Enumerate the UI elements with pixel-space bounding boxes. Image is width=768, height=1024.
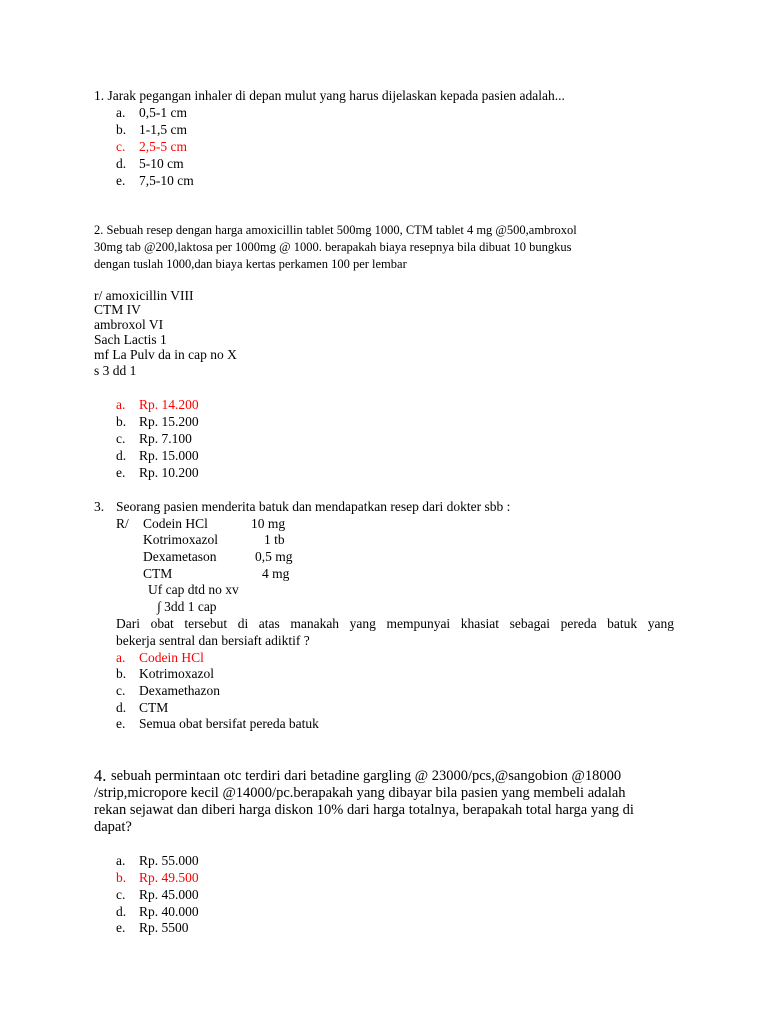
- question-3-prompt-line-1: Dari obat tersebut di atas manakah yang mempunyai khasiat sebagai pereda batuk yang: [116, 616, 674, 631]
- question-4-line-2: /strip,micropore kecil @14000/pc.berapakah yang dibayar bila pasien yang membeli adalah: [94, 785, 626, 801]
- question-2-recipe-line-5: mf La Pulv da in cap no X: [94, 347, 237, 362]
- question-2-recipe-line-2: CTM IV: [94, 302, 141, 317]
- question-4-line-1: sebuah permintaan otc terdiri dari betadine gargling @ 23000/pcs,@sangobion @18000: [111, 768, 622, 784]
- question-3-dose-3: 0,5 mg: [255, 549, 293, 564]
- question-4-line-4: dapat?: [94, 819, 132, 835]
- question-4-line-3: rekan sejawat dan diberi harga diskon 10% dari harga totalnya, berapakah total harga yang di: [94, 802, 634, 818]
- question-3-dose-4: 4 mg: [262, 566, 290, 581]
- question-3-number: 3.: [94, 499, 105, 514]
- question-3-dose-1: 10 mg: [251, 516, 286, 531]
- question-3-instruction-2: ∫ 3dd 1 cap: [157, 599, 217, 614]
- question-2-recipe-line-4: Sach Lactis 1: [94, 332, 167, 347]
- question-2-recipe-line-1: r/ amoxicillin VIII: [94, 288, 194, 303]
- question-3-instruction-1: Uf cap dtd no xv: [148, 582, 239, 597]
- question-3-drug-3: Dexametason: [143, 549, 217, 564]
- question-3-recipe-prefix: R/: [116, 516, 129, 531]
- question-2-line-2: 30mg tab @200,laktosa per 1000mg @ 1000. berapakah biaya resepnya bila dibuat 10 bungkus: [94, 240, 572, 254]
- question-3-text: Seorang pasien menderita batuk dan mendapatkan resep dari dokter sbb :: [116, 499, 511, 514]
- question-3-prompt-line-2: bekerja sentral dan bersiaft adiktif ?: [116, 633, 310, 648]
- question-2-line-1: 2. Sebuah resep dengan harga amoxicillin tablet 500mg 1000, CTM tablet 4 mg @500,ambroxol: [94, 223, 577, 237]
- question-2-recipe-line-6: s 3 dd 1: [94, 363, 137, 378]
- question-2-recipe-line-3: ambroxol VI: [94, 317, 164, 332]
- question-1-text: 1. Jarak pegangan inhaler di depan mulut yang harus dijelaskan kepada pasien adalah...: [94, 88, 565, 103]
- question-3-drug-4: CTM: [143, 566, 173, 581]
- question-4-number: 4.: [94, 766, 107, 785]
- question-2-line-3: dengan tuslah 1000,dan biaya kertas perkamen 100 per lembar: [94, 257, 407, 271]
- question-3-drug-1: Codein HCl: [143, 516, 208, 531]
- question-3-dose-2: 1 tb: [264, 532, 285, 547]
- question-3-drug-2: Kotrimoxazol: [143, 532, 218, 547]
